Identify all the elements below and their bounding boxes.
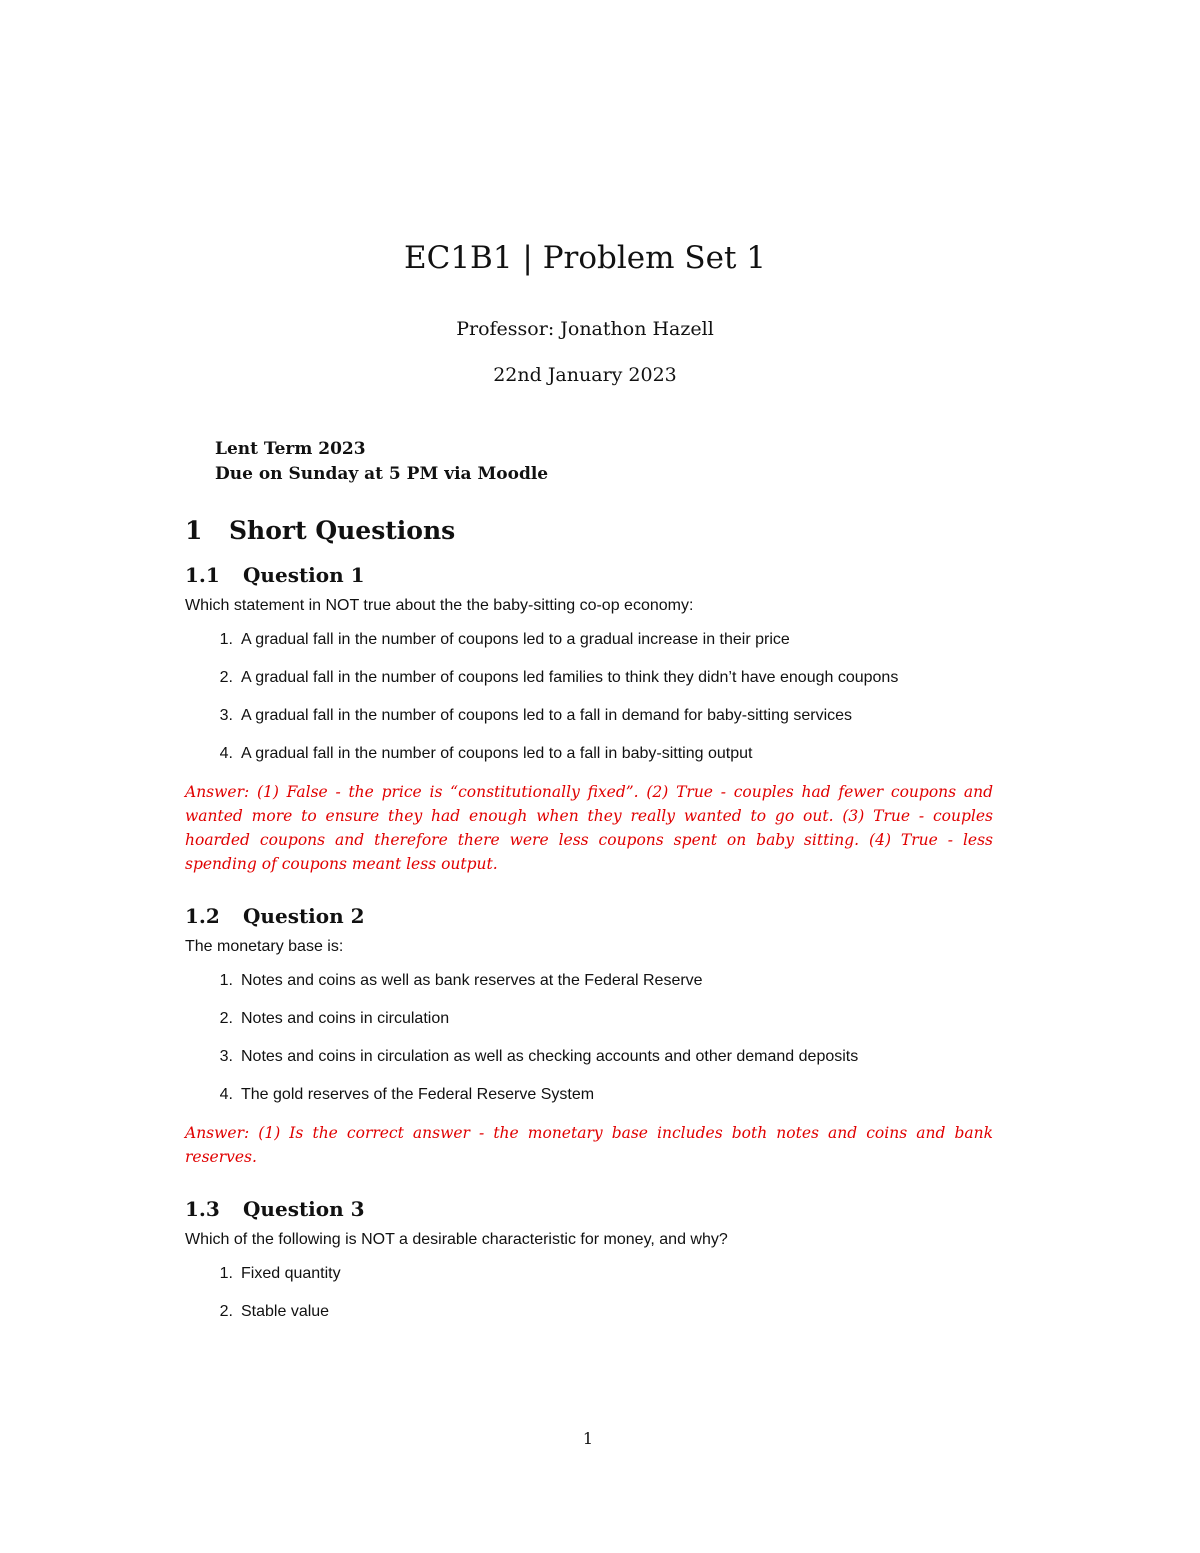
- option-number: 4.: [219, 745, 233, 762]
- question-2-options: [185, 969, 993, 1107]
- list-item: [185, 1083, 993, 1107]
- list-item: [185, 1045, 993, 1069]
- question-2-heading: [185, 904, 993, 928]
- list-item: [185, 1007, 993, 1031]
- document-title: EC1B1 | Problem Set 1: [403, 240, 767, 276]
- subsection-title: Question 1: [243, 563, 365, 587]
- option-text: Notes and coins in circulation as well as checking accounts and other demand deposits: [241, 1048, 859, 1065]
- question-1-answer: Answer: (1) False - the price is “constitutionally fixed”. (2) True - couples had fewer coupons and wanted more to ensure they had enough when they really wanted to go out. (3) True - couples hoarded coupons and therefore there were less coupons spent on baby sitting. (4) True - less spending of coupons meant less output.: [185, 783, 993, 873]
- option-number: 3.: [219, 707, 233, 724]
- question-1-heading: [185, 563, 993, 587]
- question-3-heading: [185, 1197, 993, 1221]
- option-text: A gradual fall in the number of coupons led to a fall in baby-sitting output: [241, 745, 753, 762]
- list-item: [185, 1300, 993, 1324]
- question-1-options: [185, 628, 993, 766]
- list-item: [185, 704, 993, 728]
- list-item: [185, 628, 993, 652]
- option-number: 2.: [219, 1303, 233, 1320]
- document-date: 22nd January 2023: [493, 364, 677, 386]
- option-text: A gradual fall in the number of coupons led to a fall in demand for baby-sitting services: [241, 707, 853, 724]
- due-line: Due on Sunday at 5 PM via Moodle: [215, 464, 549, 484]
- option-text: Notes and coins in circulation: [241, 1010, 450, 1027]
- term-line: Lent Term 2023: [215, 439, 366, 459]
- question-2-answer: Answer: (1) Is the correct answer - the monetary base includes both notes and coins and bank reserves.: [185, 1124, 993, 1166]
- subsection-title: Question 3: [243, 1197, 365, 1221]
- option-number: 2.: [219, 1010, 233, 1027]
- option-text: The gold reserves of the Federal Reserve System: [241, 1086, 595, 1103]
- course-meta: [215, 437, 548, 487]
- question-3: [185, 1197, 993, 1324]
- list-item: [185, 969, 993, 993]
- section-heading: [185, 516, 993, 545]
- subsection-number: 1.2: [185, 904, 220, 928]
- list-item: [185, 742, 993, 766]
- option-number: 1.: [219, 972, 233, 989]
- option-text: Stable value: [241, 1303, 330, 1320]
- option-text: Fixed quantity: [241, 1265, 341, 1282]
- question-1-prompt: Which statement in NOT true about the the baby-sitting co-op economy:: [185, 597, 694, 614]
- page-number: 1: [582, 1429, 594, 1448]
- option-text: A gradual fall in the number of coupons led to a gradual increase in their price: [241, 631, 790, 648]
- option-number: 2.: [219, 669, 233, 686]
- subsection-number: 1.1: [185, 563, 220, 587]
- question-2: [185, 904, 993, 1169]
- question-3-options: [185, 1262, 993, 1324]
- question-2-prompt: The monetary base is:: [185, 938, 344, 955]
- subsection-number: 1.3: [185, 1197, 220, 1221]
- question-3-prompt: Which of the following is NOT a desirable characteristic for money, and why?: [185, 1231, 728, 1248]
- list-item: [185, 1262, 993, 1286]
- question-1: [185, 563, 993, 876]
- option-number: 1.: [219, 631, 233, 648]
- option-text: Notes and coins as well as bank reserves at the Federal Reserve: [241, 972, 703, 989]
- document-author: Professor: Jonathon Hazell: [456, 318, 714, 340]
- subsection-title: Question 2: [243, 904, 365, 928]
- option-text: A gradual fall in the number of coupons led families to think they didn’t have enough coupons: [241, 669, 899, 686]
- option-number: 4.: [219, 1086, 233, 1103]
- section-title: Short Questions: [229, 516, 456, 545]
- section-number: 1: [185, 516, 203, 545]
- document-body: [185, 516, 993, 1352]
- list-item: [185, 666, 993, 690]
- option-number: 3.: [219, 1048, 233, 1065]
- option-number: 1.: [219, 1265, 233, 1282]
